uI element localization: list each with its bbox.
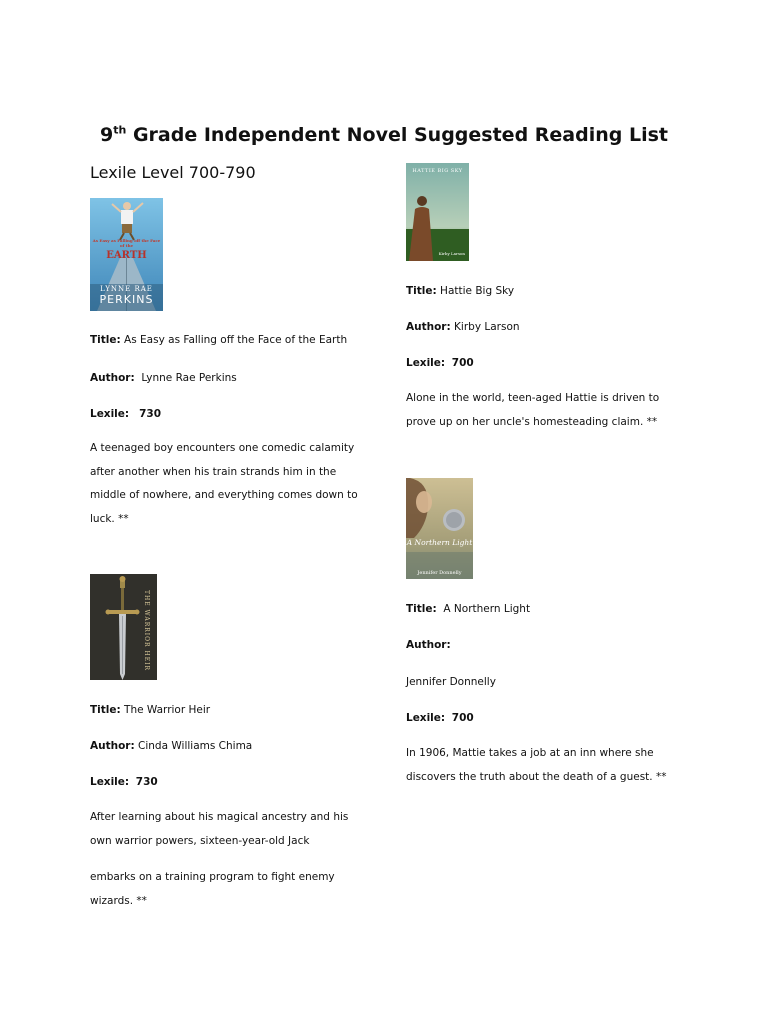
cover-author-text: LYNNE RAE xyxy=(100,285,153,293)
book-author-line: Author: xyxy=(406,639,451,651)
book-cover-the-warrior-heir xyxy=(90,574,157,680)
book-description: In 1906, Mattie takes a job at an inn where she discovers the truth about the death of a guest. ** xyxy=(406,747,667,783)
book-author-line: Author: Cinda Williams Chima xyxy=(90,740,253,752)
cover-title-text: HATTIE BIG SKY xyxy=(412,168,463,174)
cover-subtitle-text: As Easy as Falling off the Face of the xyxy=(92,238,161,248)
book-description: A teenaged boy encounters one comedic calamity after another when his train strands him in the middle of nowhere, and everything comes down to luck. ** xyxy=(90,442,358,525)
cover-author-text: Kirby Larson xyxy=(438,251,465,256)
book-title-line: Title: The Warrior Heir xyxy=(90,704,211,716)
book-author-name-line: Jennifer Donnelly xyxy=(406,676,496,688)
book-title-line: Title: A Northern Light xyxy=(406,603,531,615)
book-cover-as-easy-as-falling xyxy=(90,198,163,311)
book-description-continued: embarks on a training program to fight enemy wizards. ** xyxy=(90,871,335,907)
cover-author-text-2: PERKINS xyxy=(99,293,154,306)
book-lexile-line: Lexile: 730 xyxy=(90,776,158,788)
book-title-line: Title: As Easy as Falling off the Face of the Earth xyxy=(90,334,348,346)
book-author-line: Author: Lynne Rae Perkins xyxy=(90,372,237,384)
cover-spine-text: THE WARRIOR HEIR xyxy=(143,590,150,671)
cover-author-text: Jennifer Donnelly xyxy=(417,570,462,576)
cover-title-text: A Northern Light xyxy=(406,538,473,547)
book-title-line: Title: Hattie Big Sky xyxy=(406,285,515,297)
book-description: After learning about his magical ancestry and his own warrior powers, sixteen-year-old Jack xyxy=(90,811,349,847)
page-title: 9th Grade Independent Novel Suggested Reading List xyxy=(100,123,668,146)
book-cover-a-northern-light xyxy=(406,478,473,579)
book-lexile-line: Lexile: 700 xyxy=(406,712,474,724)
cover-big-title-text: EARTH xyxy=(106,250,147,261)
book-author-line: Author: Kirby Larson xyxy=(406,321,520,333)
book-cover-hattie-big-sky xyxy=(406,163,469,261)
book-lexile-line: Lexile: 700 xyxy=(406,357,474,369)
lexile-level-heading: Lexile Level 700-790 xyxy=(90,163,256,182)
book-description: Alone in the world, teen-aged Hattie is driven to prove up on her uncle's homesteading claim. ** xyxy=(406,392,660,428)
book-lexile-line: Lexile: 730 xyxy=(90,408,162,420)
